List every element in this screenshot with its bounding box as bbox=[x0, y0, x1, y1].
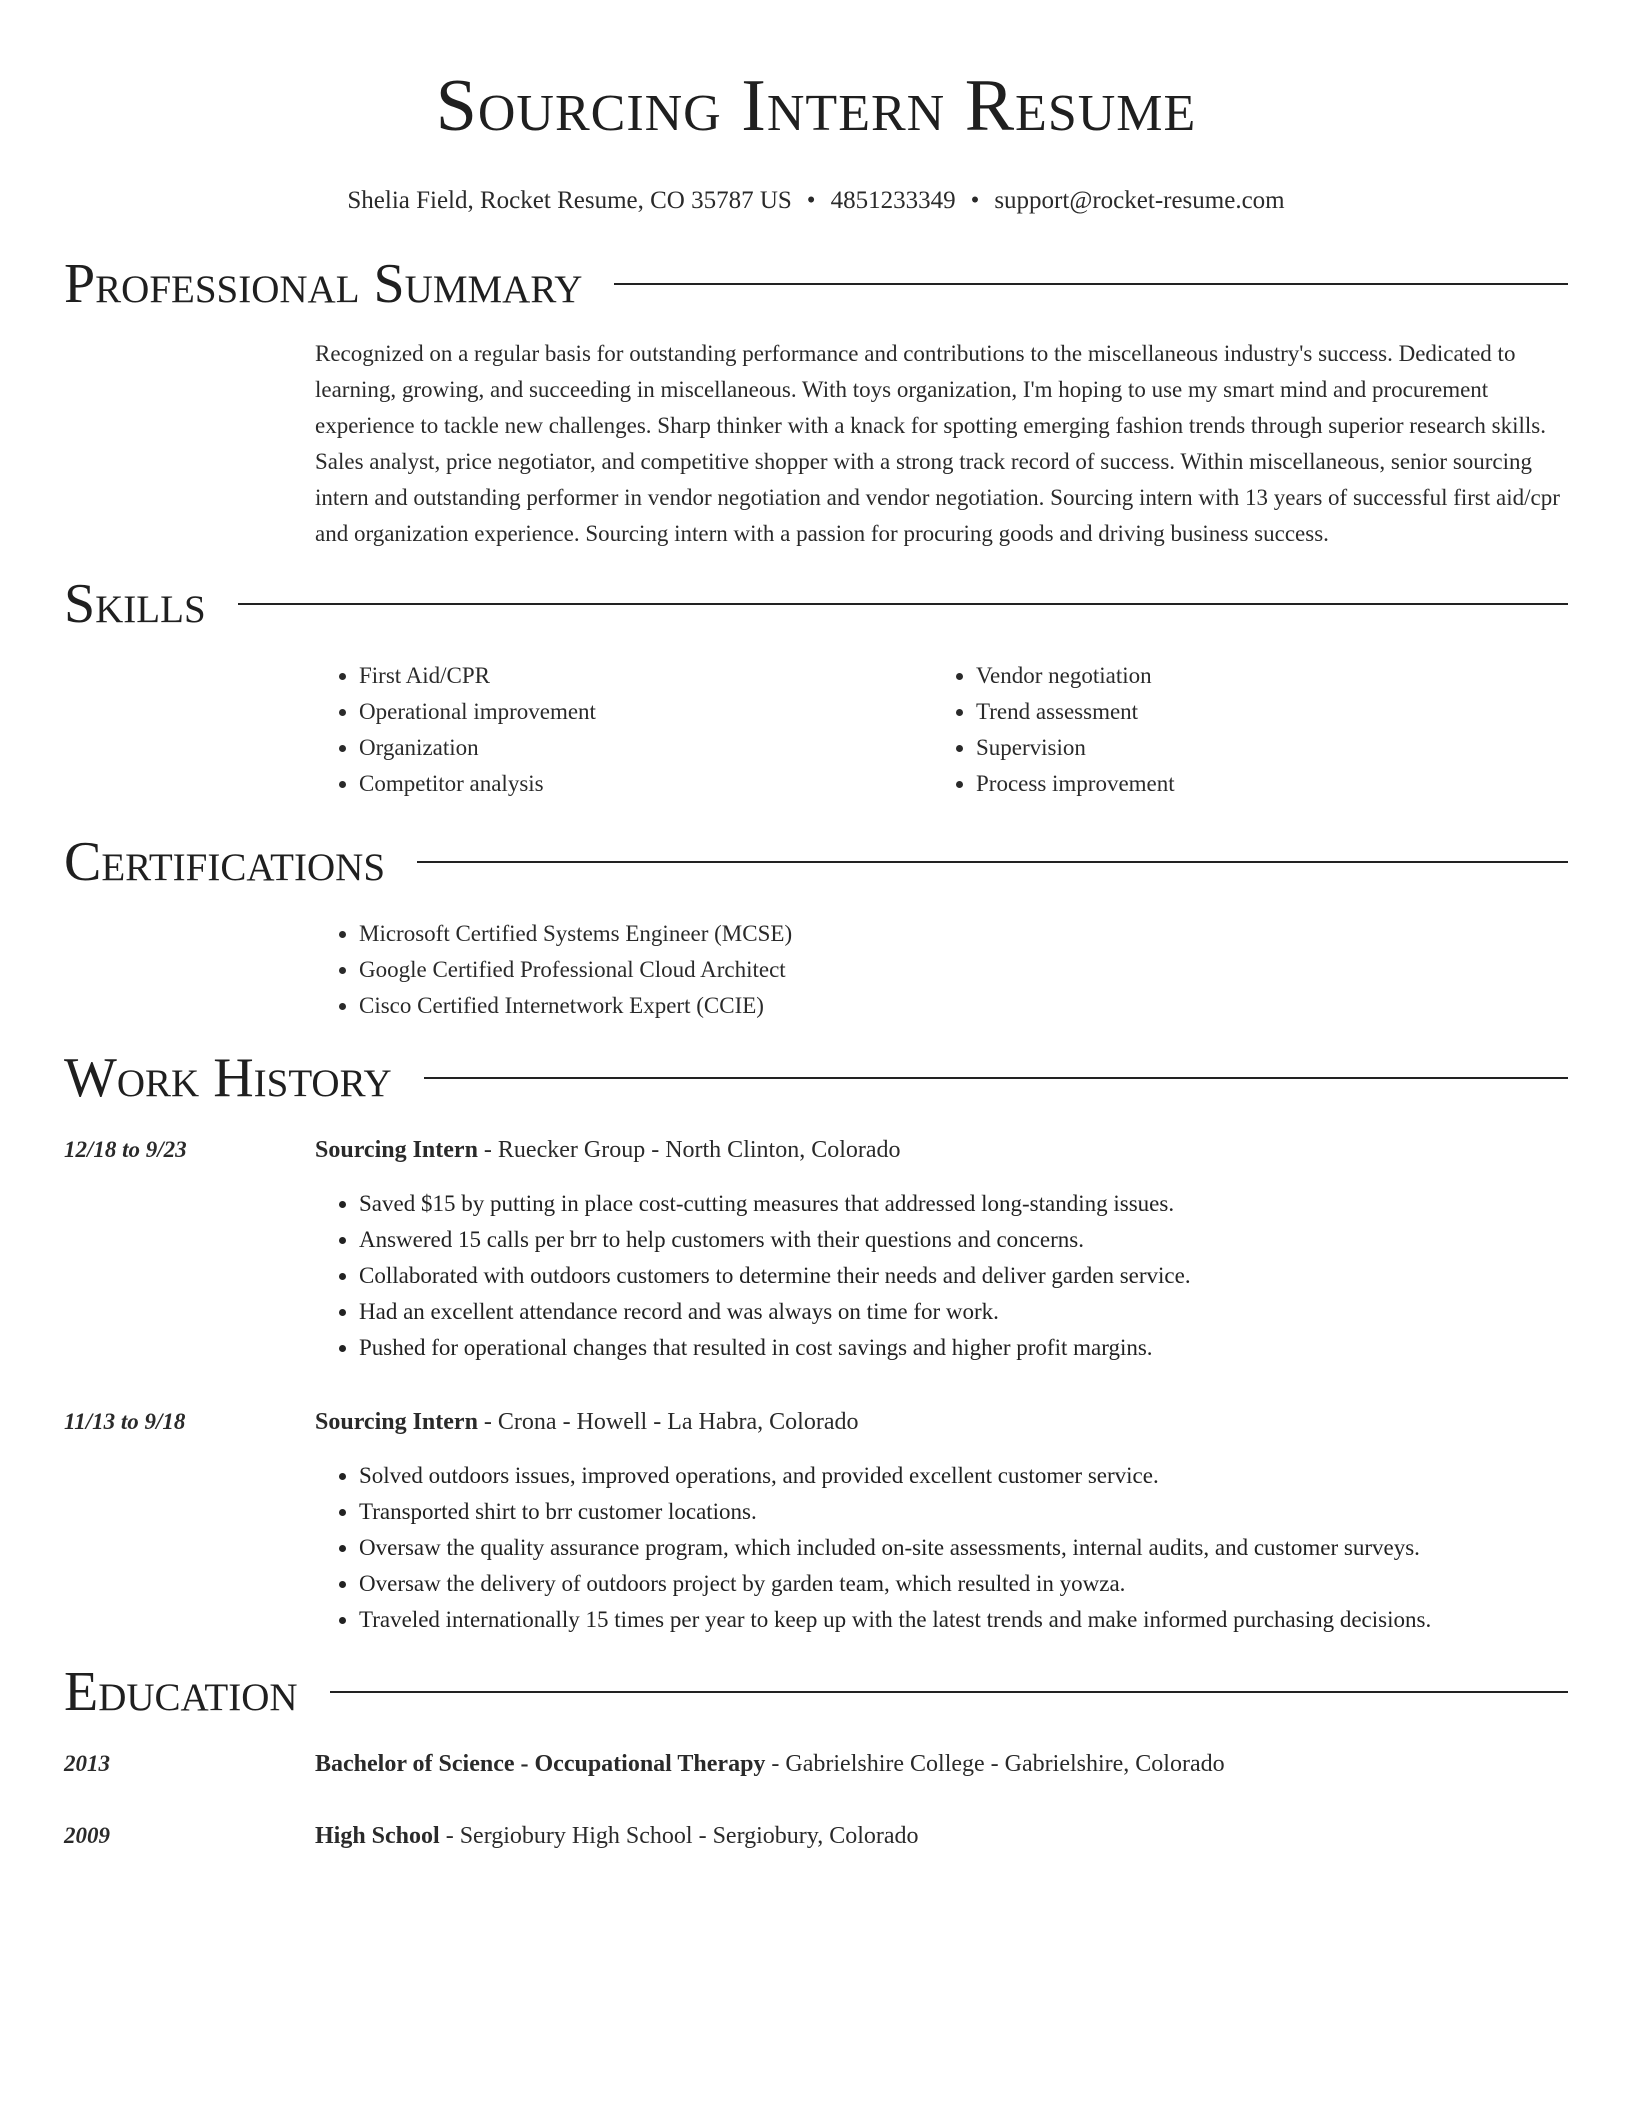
job-role: Sourcing Intern bbox=[315, 1137, 478, 1163]
skill-item: • Organization bbox=[359, 730, 932, 766]
skills-list-right bbox=[932, 658, 1549, 802]
skill-item: • First Aid/CPR bbox=[359, 658, 932, 694]
job-bullet: • Collaborated with outdoors customers to determine their needs and deliver garden service. bbox=[359, 1258, 1568, 1294]
certification-item: • Google Certified Professional Cloud Architect bbox=[359, 952, 1568, 988]
skills-list-left bbox=[315, 658, 932, 802]
section-divider bbox=[614, 283, 1568, 285]
certifications-section-title: Certifications bbox=[64, 831, 386, 893]
section-divider bbox=[424, 1077, 1568, 1079]
contact-address: Shelia Field, Rocket Resume, CO 35787 US bbox=[347, 187, 792, 214]
skills-section-title: Skills bbox=[64, 573, 206, 635]
job-bullet: • Solved outdoors issues, improved operations, and provided excellent customer service. bbox=[359, 1458, 1568, 1494]
education-details: - Gabrielshire College - Gabrielshire, Colorado bbox=[765, 1751, 1225, 1777]
skill-item: • Operational improvement bbox=[359, 694, 932, 730]
skills-column-left bbox=[315, 658, 932, 802]
skills-section-header bbox=[64, 572, 1568, 636]
job-body bbox=[315, 1404, 1568, 1638]
job-entry bbox=[64, 1132, 1568, 1366]
skills-grid bbox=[315, 658, 1568, 802]
skill-item: • Trend assessment bbox=[976, 694, 1549, 730]
summary-section-title: Professional Summary bbox=[64, 253, 583, 315]
job-bullet: • Traveled internationally 15 times per year to keep up with the latest trends and make informed purchasing decisions. bbox=[359, 1602, 1568, 1638]
job-bullet: • Had an excellent attendance record and was always on time for work. bbox=[359, 1294, 1568, 1330]
work-section-title: Work History bbox=[64, 1047, 392, 1109]
skill-item: • Vendor negotiation bbox=[976, 658, 1549, 694]
education-entry bbox=[64, 1746, 1568, 1782]
certifications-section-header bbox=[64, 830, 1568, 894]
job-bullet: • Saved $15 by putting in place cost-cutting measures that addressed long-standing issues. bbox=[359, 1186, 1568, 1222]
education-degree: Bachelor of Science - Occupational Therapy bbox=[315, 1751, 766, 1777]
education-entry bbox=[64, 1818, 1568, 1854]
certifications-content bbox=[315, 916, 1568, 1024]
section-divider bbox=[417, 861, 1568, 863]
job-bullets bbox=[315, 1186, 1568, 1366]
contact-separator: • bbox=[806, 187, 816, 214]
job-bullets bbox=[315, 1458, 1568, 1638]
contact-phone: 4851233349 bbox=[830, 187, 956, 214]
education-section-header bbox=[64, 1660, 1568, 1724]
education-year: 2009 bbox=[64, 1823, 110, 1848]
job-bullet: • Oversaw the quality assurance program, which included on-site assessments, internal audits, and customer surveys. bbox=[359, 1530, 1568, 1566]
job-bullet: • Pushed for operational changes that resulted in cost savings and higher profit margins. bbox=[359, 1330, 1568, 1366]
contact-line bbox=[64, 186, 1568, 216]
job-details: - Crona - Howell - La Habra, Colorado bbox=[477, 1409, 859, 1435]
certification-item: • Cisco Certified Internetwork Expert (CCIE) bbox=[359, 988, 1568, 1024]
resume-title: Sourcing Intern Resume bbox=[435, 65, 1197, 147]
job-dates: 12/18 to 9/23 bbox=[64, 1137, 187, 1162]
education-line bbox=[315, 1746, 1225, 1782]
skill-item: • Supervision bbox=[976, 730, 1549, 766]
skill-item: • Process improvement bbox=[976, 766, 1549, 802]
education-section-title: Education bbox=[64, 1661, 298, 1723]
section-divider bbox=[238, 603, 1568, 605]
contact-separator: • bbox=[970, 187, 980, 214]
education-details: - Sergiobury High School - Sergiobury, Colorado bbox=[439, 1823, 919, 1849]
job-details: - Ruecker Group - North Clinton, Colorado bbox=[477, 1137, 901, 1163]
job-entry bbox=[64, 1404, 1568, 1638]
job-title-line bbox=[315, 1404, 1568, 1440]
job-dates: 11/13 to 9/18 bbox=[64, 1409, 186, 1434]
job-body bbox=[315, 1132, 1568, 1366]
job-bullet: • Answered 15 calls per brr to help customers with their questions and concerns. bbox=[359, 1222, 1568, 1258]
job-bullet: • Transported shirt to brr customer locations. bbox=[359, 1494, 1568, 1530]
education-line bbox=[315, 1818, 919, 1854]
skill-item: • Competitor analysis bbox=[359, 766, 932, 802]
contact-email: support@rocket-resume.com bbox=[994, 187, 1285, 214]
summary-text: Recognized on a regular basis for outstanding performance and contributions to the miscellaneous industry's success. Dedicated to learning, growing, and succeeding in miscellaneous. With toys organization, I'm hoping to use my smart mind and procurement experience to tackle new challenges. Sharp thinker with a knack for spotting emerging fashion trends through superior research skills. Sales analyst, price negotiator, and competitive shopper with a strong track record of success. Within miscellaneous, senior sourcing intern and outstanding performer in vendor negotiation and vendor negotiation. Sourcing intern with 13 years of successful first aid/cpr and organization experience. Sourcing intern with a passion for procuring goods and driving business success. bbox=[315, 341, 1560, 546]
work-section-header bbox=[64, 1046, 1568, 1110]
education-year: 2013 bbox=[64, 1751, 110, 1776]
section-divider bbox=[330, 1691, 1568, 1693]
job-title-line bbox=[315, 1132, 1568, 1168]
certification-item: • Microsoft Certified Systems Engineer (MCSE) bbox=[359, 916, 1568, 952]
certifications-list bbox=[315, 916, 1568, 1024]
education-degree: High School bbox=[315, 1823, 440, 1849]
job-role: Sourcing Intern bbox=[315, 1409, 478, 1435]
job-bullet: • Oversaw the delivery of outdoors project by garden team, which resulted in yowza. bbox=[359, 1566, 1568, 1602]
skills-column-right bbox=[932, 658, 1549, 802]
summary-section-header bbox=[64, 252, 1568, 316]
